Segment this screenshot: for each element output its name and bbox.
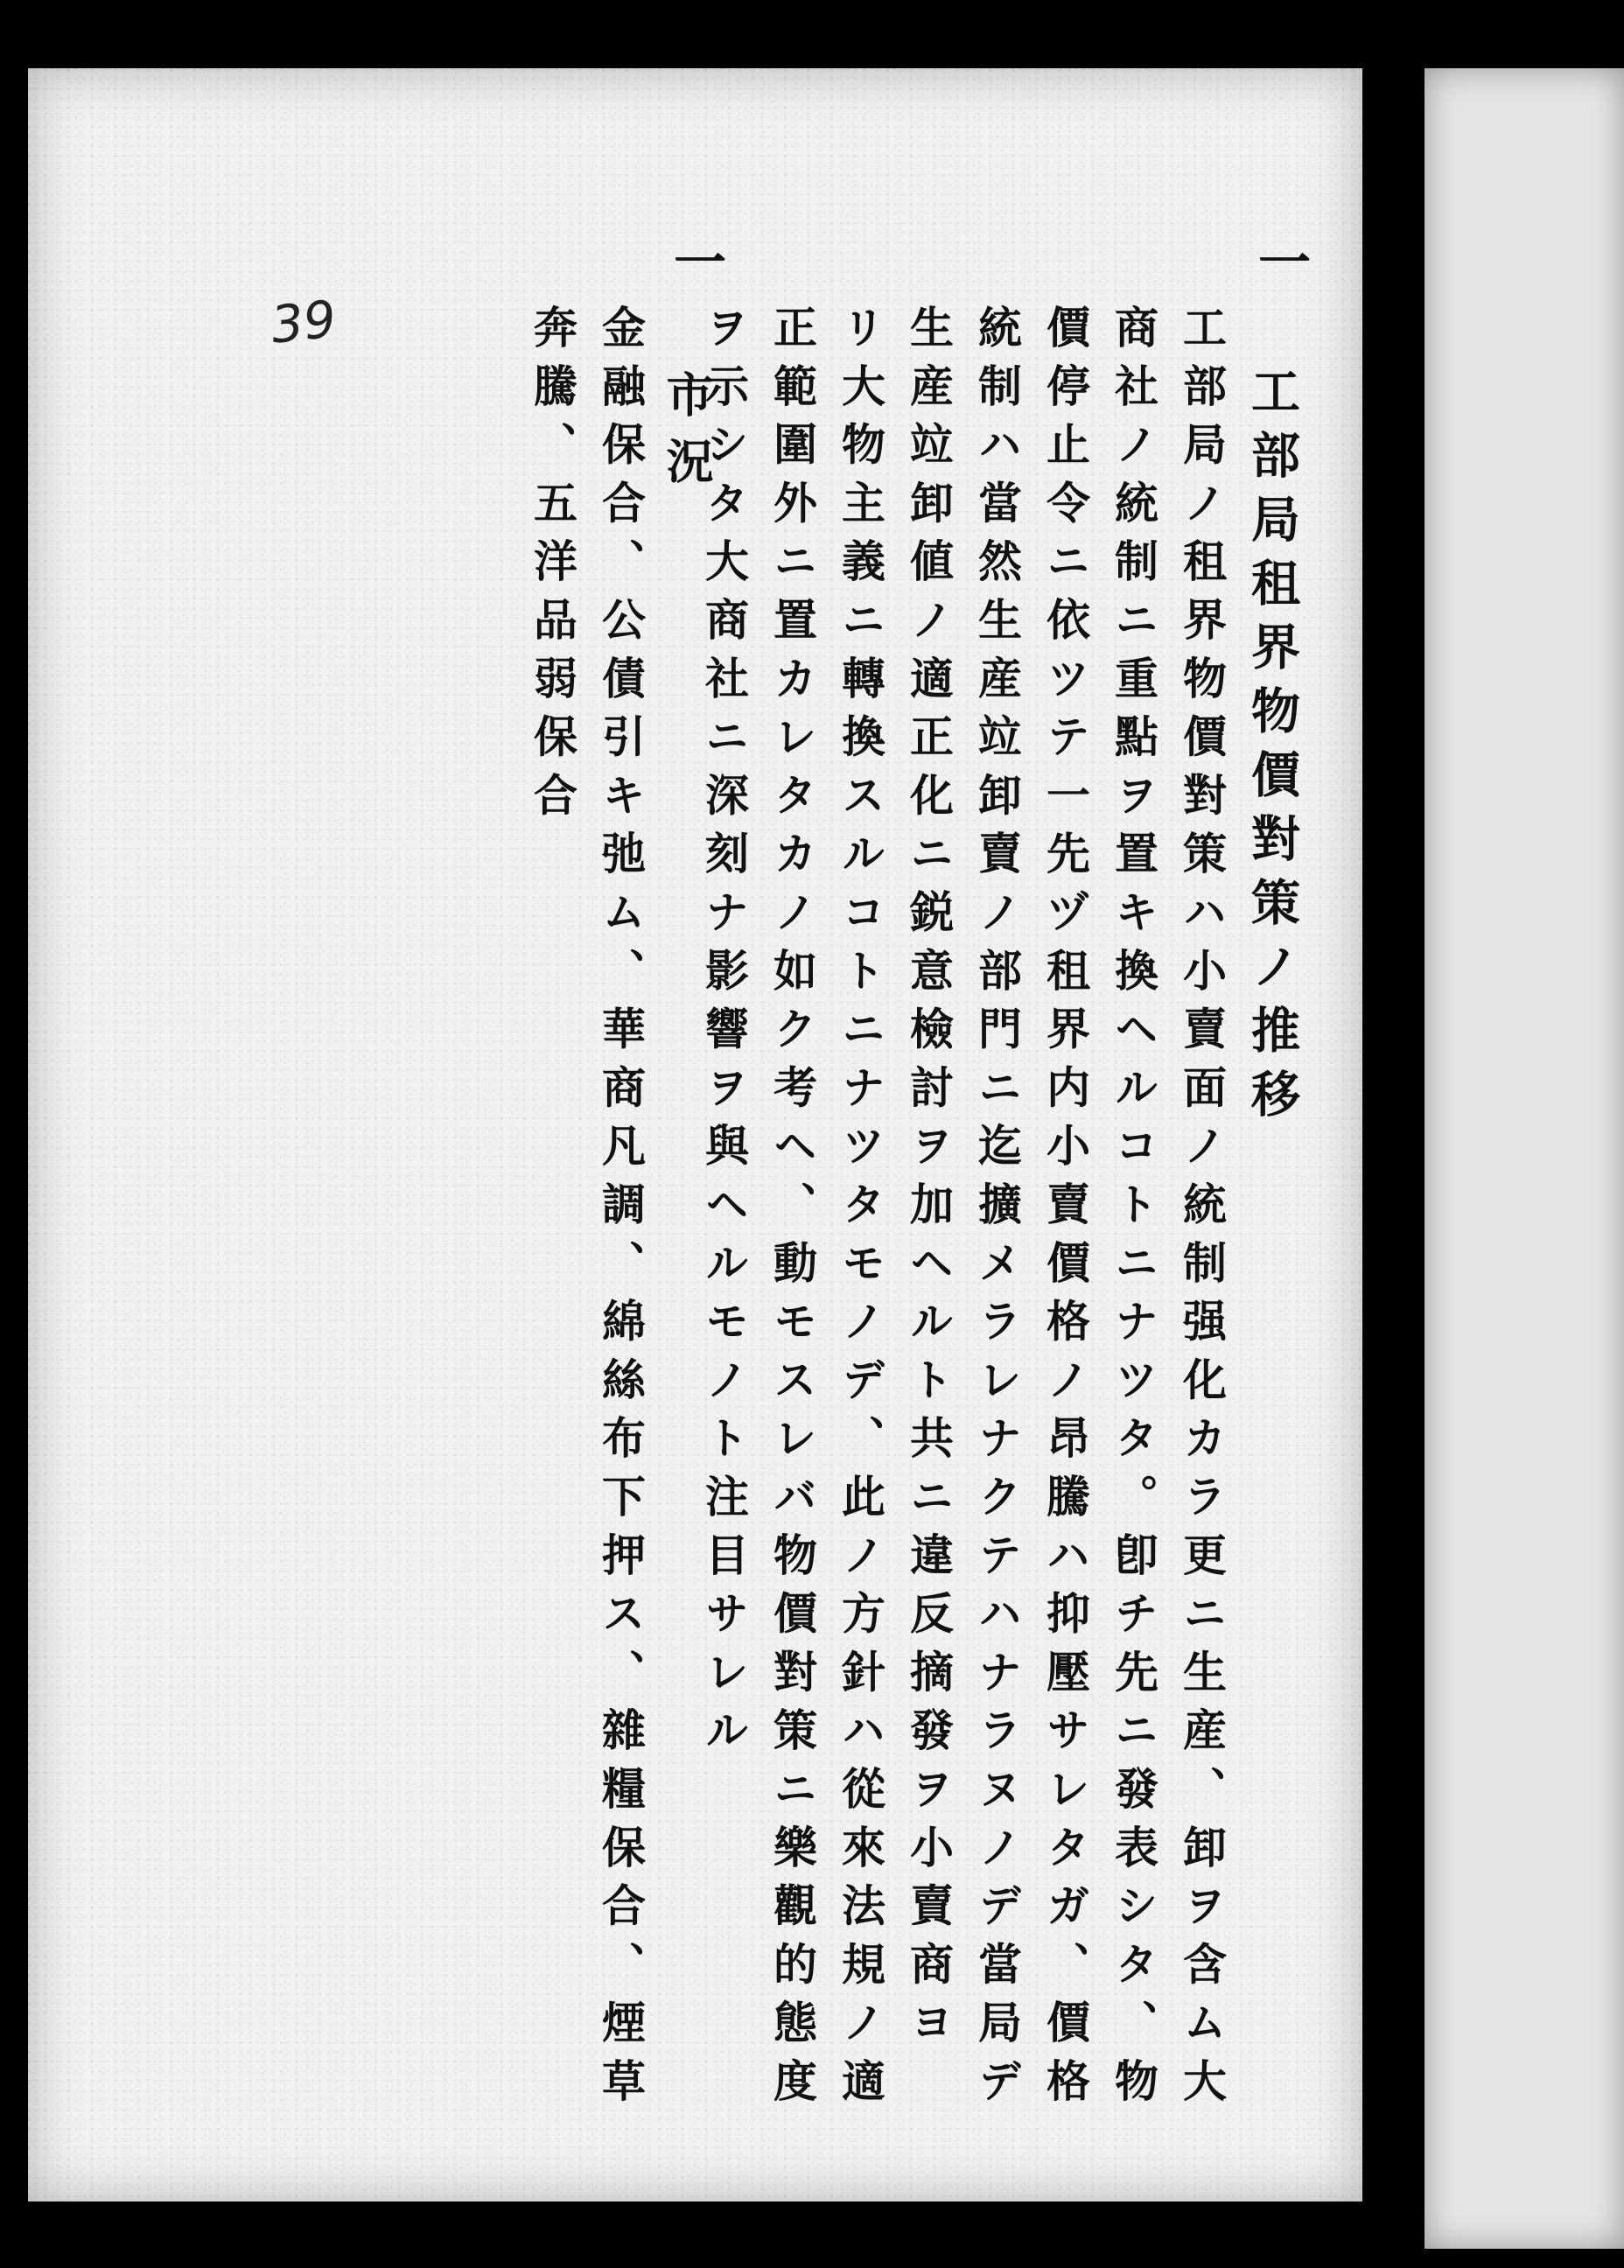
paragraph-line: 統制ハ當然生産竝卸賣ノ部門ニ迄擴メラレナクテハナラヌノデ當局デ	[971, 304, 1023, 2117]
paragraph-line: 價停止令ニ依ツテ一先ヅ租界内小賣價格ノ昂騰ハ抑壓サレタガ、價格	[1040, 304, 1091, 2117]
paragraph-line: 金融保合、公債引キ弛ム、華商凡調、綿絲布下押ス、雜糧保合、煙草	[595, 304, 647, 2117]
section-marker: 一	[665, 234, 726, 287]
section-heading: 工部局租界物價對策ノ推移	[1243, 366, 1301, 1132]
paragraph-line: 生産竝卸値ノ適正化ニ鋭意檢討ヲ加ヘルト共ニ違反摘發ヲ小賣商ヨ	[903, 304, 955, 2058]
paragraph-line: 奔騰、五洋品弱保合	[527, 304, 578, 831]
section-heading: 市況	[659, 370, 715, 503]
document-page	[28, 68, 1362, 2202]
paragraph-line: 工部局ノ租界物價對策ハ小賣面ノ統制强化カラ更ニ生産、卸ヲ含ム大	[1176, 304, 1228, 2117]
section-marker: 一	[1250, 234, 1311, 287]
paragraph-line: 正範圍外ニ置カレタカノ如ク考ヘ、動モスレバ物價對策ニ樂觀的態度	[766, 304, 818, 2117]
page-number: 39	[268, 289, 340, 355]
paragraph-line: 商社ノ統制ニ重點ヲ置キ換ヘルコトニナツタ。卽チ先ニ發表シタ、物	[1108, 304, 1159, 2117]
adjacent-page-edge	[1424, 68, 1624, 2249]
paragraph-line: ヲ示シタ大商社ニ深刻ナ影響ヲ與ヘルモノト注目サレル	[698, 304, 750, 1766]
paragraph-line: リ大物主義ニ轉換スルコトニナツタモノデ、此ノ方針ハ從來法規ノ適	[835, 304, 886, 2117]
book-fold	[1362, 68, 1424, 2249]
